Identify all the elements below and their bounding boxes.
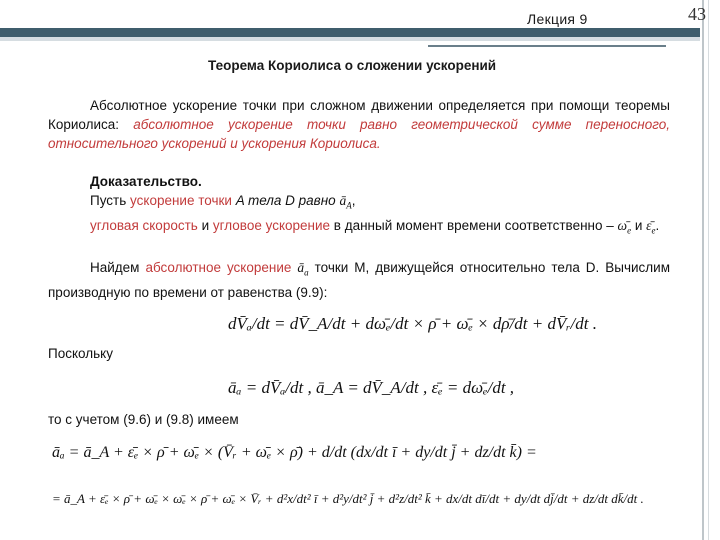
given-comma: , <box>351 193 356 208</box>
lecture-label: Лекция 9 <box>527 11 588 27</box>
find-text-2: точки M, движущейся относительно тела D. Вычислим производную по времени от равенства (9.9): <box>48 260 670 300</box>
symbol-omega-e: ω̄ <box>617 217 628 233</box>
slide-title: Теорема Кориолиса о сложении ускорений <box>208 58 497 73</box>
with-text: то с учетом (9.6) и (9.8) имеем <box>48 412 239 427</box>
given-period: . <box>655 217 660 233</box>
symbol-epsilon-e: ε̄ <box>646 217 652 233</box>
given-term-acceleration: ускорение точки <box>130 193 232 208</box>
formula-absolute-1: āₐ = ā_A + ε̄ₑ × ρ̄ + ω̄ₑ × (V̄ᵣ + ω̄ₑ × ρ̄) + d/dt (dx/dt ī + dy/dt j̄ + dz/dt k̄) = <box>52 444 537 461</box>
symbol-a-A: ā <box>339 193 347 208</box>
given-text-3: в данный момент времени соответственно – <box>333 217 614 233</box>
header-underline <box>428 41 666 47</box>
proof-heading-line <box>48 172 670 191</box>
with-line <box>48 410 670 429</box>
paragraph-intro <box>48 96 670 153</box>
header-band <box>0 0 720 28</box>
since-line <box>48 344 670 363</box>
given-text-2: A тела D равно <box>235 193 336 208</box>
formula-absolute-2: = ā_A + ε̄ₑ × ρ̄ + ω̄ₑ × ω̄ₑ × ρ̄ + ω̄ₑ × V̄ᵣ + d²x/dt² ī + d²y/dt² j̄ + d²z/dt² k̄ + dx/dt dī/dt + dy/dt dj̄/dt + dz/dt dk̄/dt . <box>52 491 644 506</box>
given-text-1: Пусть <box>90 193 127 208</box>
proof-heading: Доказательство. <box>90 174 202 189</box>
right-rule-1 <box>702 0 704 540</box>
page-number: 43 <box>688 4 706 24</box>
paragraph-find: Найдем абсолютное ускорение $ā_a$ точки M, движущейся относительно тела D. Вычислим производную по времени от равенства (9.9): <box>48 260 670 300</box>
formula-derivative: dV̄ₐ/dt = dV̄_A/dt + dω̄ₑ/dt × ρ̄ + ω̄ₑ × dρ̄/dt + dV̄ᵣ/dt . <box>228 314 597 333</box>
given-and-2: и <box>634 217 643 233</box>
intro-lead: Абсолютное ускорение точки при сложном движении определяется при помощи <box>90 98 610 113</box>
since-text: Поскольку <box>48 346 113 361</box>
right-rule-2 <box>708 0 709 540</box>
find-term-absolute: абсолютное ускорение <box>145 260 292 275</box>
given-term-angular-acceleration: угловое ускорение <box>212 217 331 233</box>
given-term-angular-velocity: угловая скорость <box>90 217 198 233</box>
formula-definitions: āₐ = dV̄ₐ/dt , ā_A = dV̄_A/dt , ε̄ₑ = dω̄ₑ/dt , <box>228 378 515 397</box>
symbol-a-a: ā <box>297 260 305 275</box>
theorem-statement: абсолютное ускорение точки равно геометрической сумме переносного, относительного ускорений и ускорения Кориолиса. <box>48 117 670 151</box>
find-text-1: Найдем <box>90 260 140 275</box>
paragraph-given: Пусть ускорение точки A тела D равно $ā_A$, угловая скорость и угловое ускорение в данный момент времени соответственно – $\omegā_e$ и $\varepsilon̄_e$. <box>90 193 660 236</box>
theorem-term: теоремы Кориолиса: <box>48 98 670 132</box>
given-and-1: и <box>201 217 210 233</box>
header-bar-dark <box>0 28 700 37</box>
